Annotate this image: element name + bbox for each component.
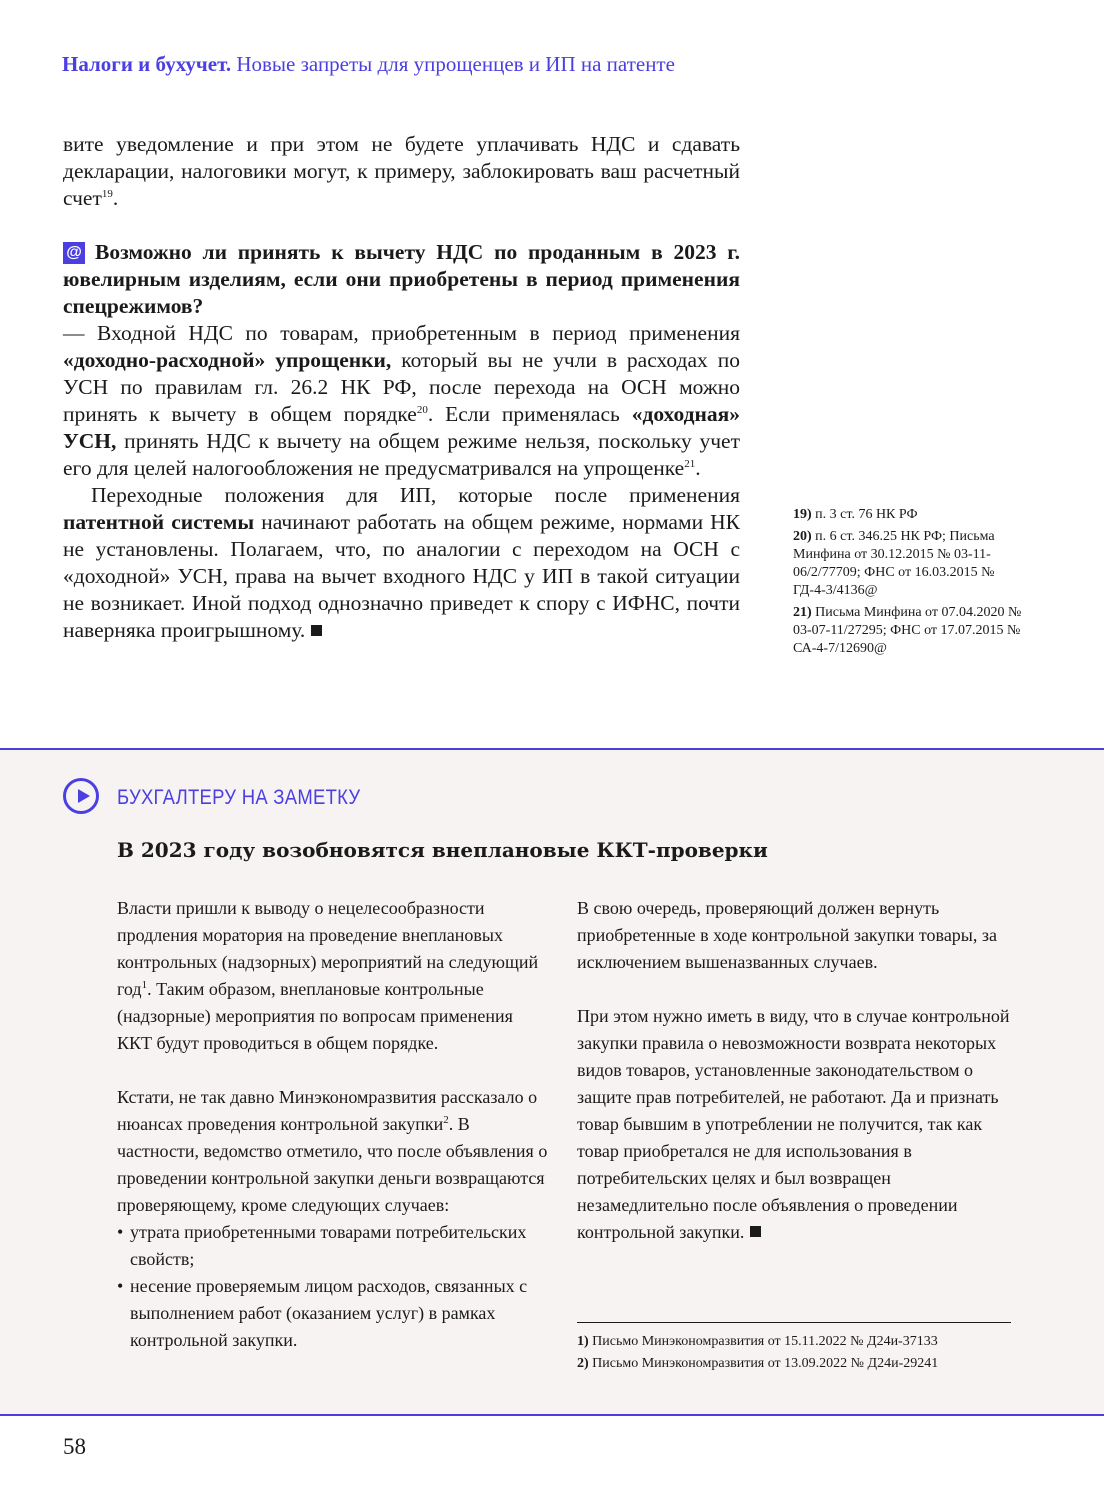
note-label: БУХГАЛТЕРУ НА ЗАМЕТКУ <box>117 786 361 809</box>
list-item: • несение проверяемым лицом расходов, связанных с выполнением работ (оказанием услуг) в рамках контрольной закупки. <box>117 1273 549 1354</box>
note-footnote-ref-2[interactable]: 2 <box>443 1114 449 1126</box>
end-mark-icon <box>311 625 322 636</box>
running-header <box>62 52 675 77</box>
note-column-left <box>117 895 549 1354</box>
note-footnotes <box>577 1322 1011 1375</box>
note-title: В 2023 году возобновятся внеплановые ККТ-проверки <box>117 838 768 862</box>
side-footnote-21: 21) Письма Минфина от 07.04.2020 № 03-07-11/27295; ФНС от 17.07.2015 № СА-4-7/12690@ <box>793 605 1022 656</box>
accountant-note-box <box>0 748 1104 1416</box>
note-paragraph: Кстати, не так давно Минэкономразвития рассказало о нюансах проведения контрольной закупки$^2$. В частности, ведомство отметило, что после объявления о проведении контрольной закупки деньги возвращаются проверяющему, кроме следующих случаев: <box>117 1087 548 1215</box>
note-bullet-list <box>117 1219 549 1354</box>
end-mark-icon <box>750 1226 761 1237</box>
side-footnote-20: 20) п. 6 ст. 346.25 НК РФ; Письма Минфина от 30.12.2015 № 03-11-06/2/77709; ФНС от 16.03.2015 № ГД-4-3/4136@ <box>793 529 995 598</box>
at-icon: @ <box>63 242 85 264</box>
note-column-right <box>577 895 1013 1246</box>
page-number: 58 <box>63 1434 86 1459</box>
note-paragraph: При этом нужно иметь в виду, что в случае контрольной закупки правила о невозможности возврата некоторых видов товаров, установленные законодательством о защите прав потребителей, не работают. Да и признать товар бывшим в употреблении не получится, так как товар приобретался не для использования в потребительских целях и был возвращен незамедлительно после объявления о проведении контрольной закупки. <box>577 1006 1010 1242</box>
paragraph-1: вите уведомление и при этом не будете уплачивать НДС и сдавать декларации, налоговики могут, к примеру, заблокировать ваш расчетный счет$^{19}$. <box>63 132 740 210</box>
footnote-ref-20[interactable]: 20 <box>416 403 428 416</box>
side-footnotes <box>793 506 1023 662</box>
note-footnote-ref-1[interactable]: 1 <box>141 979 148 991</box>
answer: — Входной НДС по товарам, приобретенным в период применения «доходно-расходной» упрощенки, который вы не учли в расходах по УСН по правилам гл. 26.2 НК РФ, после перехода на ОСН можно принять к вычету в общем порядке$^{20}$. Если применялась «доходная» УСН, принять НДС к вычету на общем режиме нельзя, поскольку учет его для целей налогообложения не предусматривался на упрощенке$^{21}$. <box>63 321 740 480</box>
note-paragraph: Власти пришли к выводу о нецелесообразности продления моратория на проведение внеплановых контрольных (надзорных) мероприятий на следующий год$^1$. Таким образом, внеплановые контрольные (надзорные) мероприятия по вопросам применения ККТ будут проводиться в общем порядке. <box>117 898 539 1053</box>
side-footnote-19: 19) п. 3 ст. 76 НК РФ <box>793 507 918 522</box>
footnote-ref-21[interactable]: 21 <box>684 457 696 470</box>
header-section: Налоги и бухучет. <box>62 52 232 76</box>
play-icon <box>63 778 99 814</box>
main-text <box>63 131 740 644</box>
header-title: Новые запреты для упрощенцев и ИП на патенте <box>236 52 675 76</box>
note-paragraph: В свою очередь, проверяющий должен вернуть приобретенные в ходе контрольной закупки товары, за исключением вышеназванных случаев. <box>577 898 998 972</box>
note-footnote-1: 1) Письмо Минэкономразвития от 15.11.2022 № Д24и-37133 <box>577 1334 938 1349</box>
list-item: • утрата приобретенными товарами потребительских свойств; <box>117 1219 549 1273</box>
note-footnote-2: 2) Письмо Минэкономразвития от 13.09.2022 № Д24и-29241 <box>577 1356 939 1371</box>
paragraph-3: Переходные положения для ИП, которые после применения патентной системы начинают работать на общем режиме, нормами НК не установлены. Полагаем, что, по аналогии с переходом на ОСН с «доходной» УСН, права на вычет входного НДС у ИП в такой ситуации не возникает. Иной подход однозначно приведет к спору с ИФНС, почти наверняка проигрышному. <box>63 483 740 642</box>
footnote-ref-19[interactable]: 19 <box>101 187 113 200</box>
question: @ Возможно ли принять к вычету НДС по проданным в 2023 г. ювелирным изделиям, если они приобретены в период применения спецрежимов? <box>63 240 740 318</box>
